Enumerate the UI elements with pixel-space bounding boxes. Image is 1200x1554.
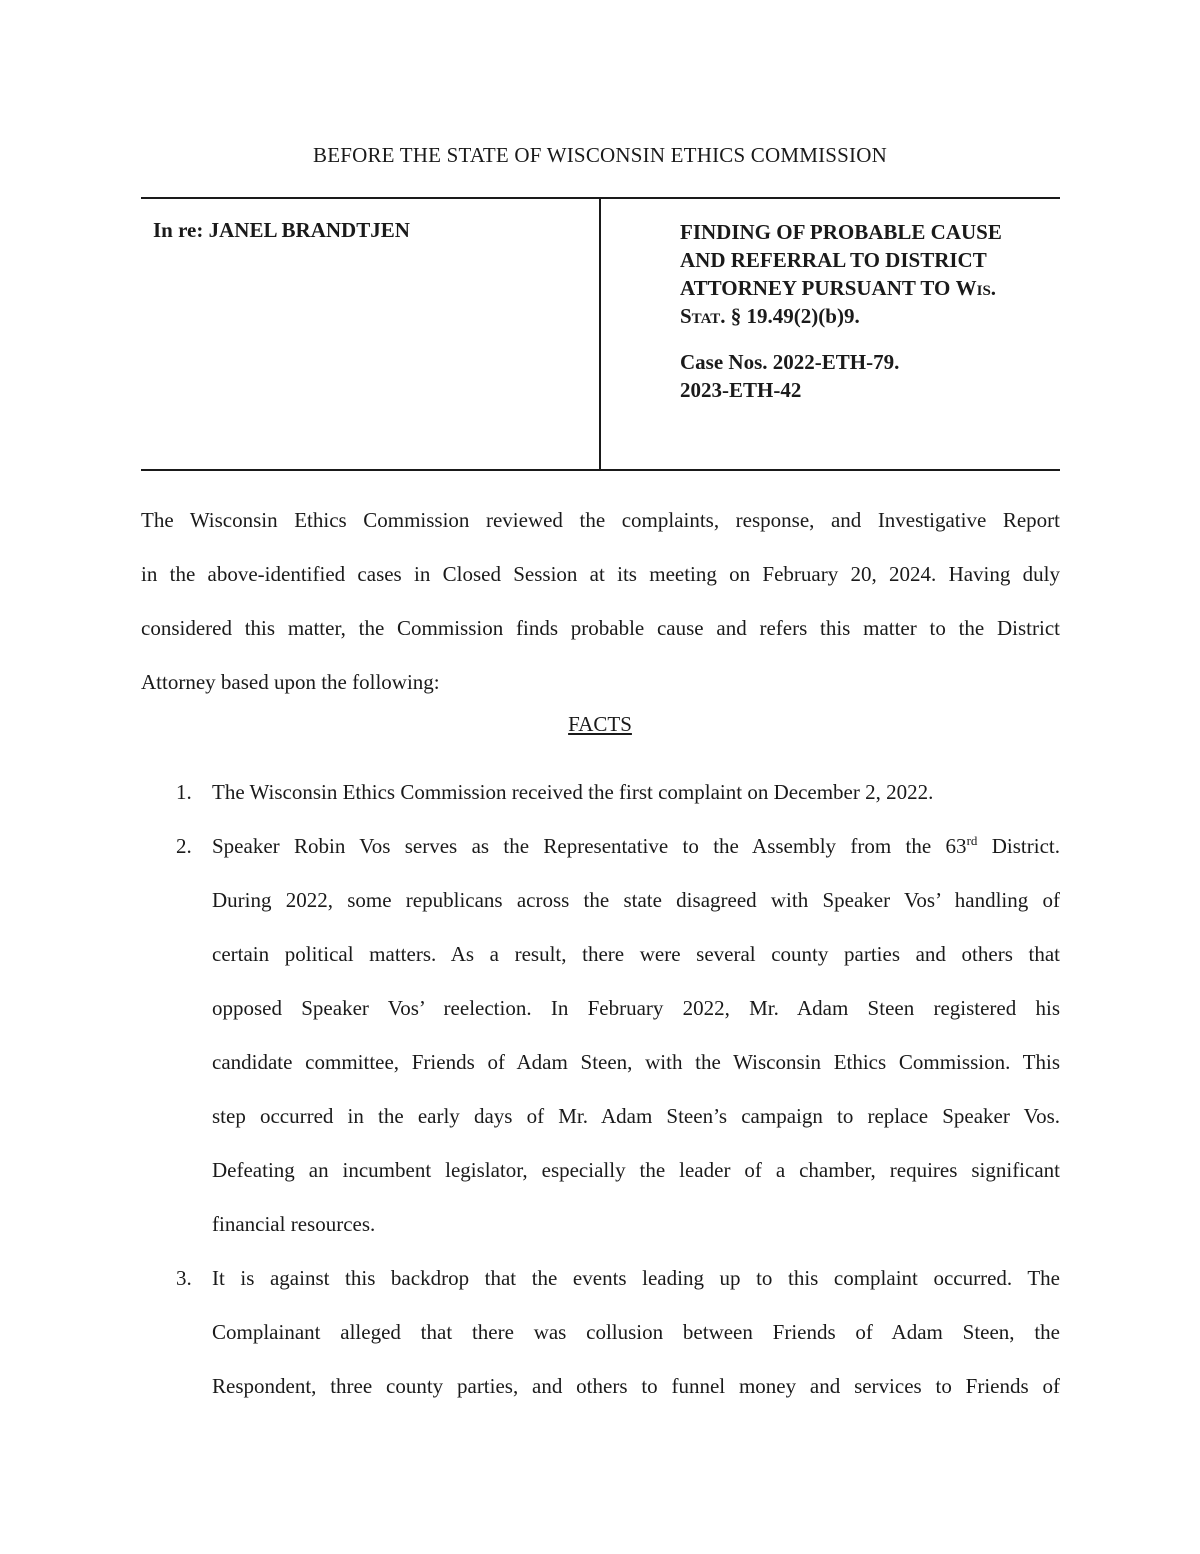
page-heading: BEFORE THE STATE OF WISCONSIN ETHICS COMMISSION xyxy=(312,143,887,167)
case-numbers xyxy=(680,348,1060,404)
fact-text: Speaker Robin Vos serves as the Representative to the Assembly from the 63 xyxy=(212,834,967,858)
fact-line: step occurred in the early days of Mr. Adam Steen’s campaign to replace Speaker Vos. xyxy=(212,1104,1060,1128)
intro-paragraph xyxy=(141,493,1060,709)
fact-line: Respondent, three county parties, and others to funnel money and services to Friends of xyxy=(212,1374,1060,1398)
caption-citation-abbrev: Wis. xyxy=(955,276,997,300)
caption-text: ATTORNEY PURSUANT TO xyxy=(680,276,956,300)
fact-text: District. xyxy=(977,834,1060,858)
fact-line: During 2022, some republicans across the state disagreed with Speaker Vos’ handling of xyxy=(212,888,1060,912)
facts-heading: FACTS xyxy=(568,712,632,736)
caption-title-line xyxy=(680,274,1060,302)
ordinal-suffix: rd xyxy=(966,833,978,848)
fact-line: financial resources. xyxy=(212,1212,376,1236)
fact-item-1 xyxy=(141,765,1060,819)
fact-line: Defeating an incumbent legislator, especially the leader of a chamber, requires significant xyxy=(212,1158,1060,1182)
fact-item-2 xyxy=(141,819,1060,1251)
paragraph-line: considered this matter, the Commission finds probable cause and refers this matter to the District xyxy=(141,616,1060,640)
fact-item-3 xyxy=(141,1251,1060,1413)
case-caption xyxy=(141,197,1060,471)
caption-divider xyxy=(599,199,601,469)
paragraph-line: Attorney based upon the following: xyxy=(141,670,440,694)
fact-line: The Wisconsin Ethics Commission received the first complaint on December 2, 2022. xyxy=(212,780,934,804)
case-number-line: 2023-ETH-42 xyxy=(680,378,802,402)
caption-title-line: AND REFERRAL TO DISTRICT xyxy=(680,248,987,272)
caption-title-line xyxy=(680,302,1060,330)
fact-line: Complainant alleged that there was collusion between Friends of Adam Steen, the xyxy=(212,1320,1060,1344)
fact-number: 2. xyxy=(176,834,192,858)
case-number-line: Case Nos. 2022-ETH-79. xyxy=(680,350,900,374)
paragraph-line: The Wisconsin Ethics Commission reviewed the complaints, response, and Investigative Report xyxy=(141,508,1060,532)
paragraph-line: in the above-identified cases in Closed Session at its meeting on February 20, 2024. Having duly xyxy=(141,562,1060,586)
fact-line: candidate committee, Friends of Adam Steen, with the Wisconsin Ethics Commission. This xyxy=(212,1050,1060,1074)
caption-citation-abbrev: Stat. xyxy=(680,304,726,328)
fact-line xyxy=(212,819,1060,873)
fact-line: It is against this backdrop that the events leading up to this complaint occurred. The xyxy=(212,1266,1060,1290)
caption-citation: § 19.49(2)(b)9. xyxy=(725,304,860,328)
fact-line: certain political matters. As a result, there were several county parties and others that xyxy=(212,942,1060,966)
fact-number: 3. xyxy=(176,1266,192,1290)
caption-title-line: FINDING OF PROBABLE CAUSE xyxy=(680,220,1002,244)
caption-title xyxy=(680,218,1060,404)
fact-number: 1. xyxy=(176,780,192,804)
caption-respondent: In re: JANEL BRANDTJEN xyxy=(153,218,410,242)
fact-line: opposed Speaker Vos’ reelection. In February 2022, Mr. Adam Steen registered his xyxy=(212,996,1060,1020)
facts-list xyxy=(141,765,1060,1413)
